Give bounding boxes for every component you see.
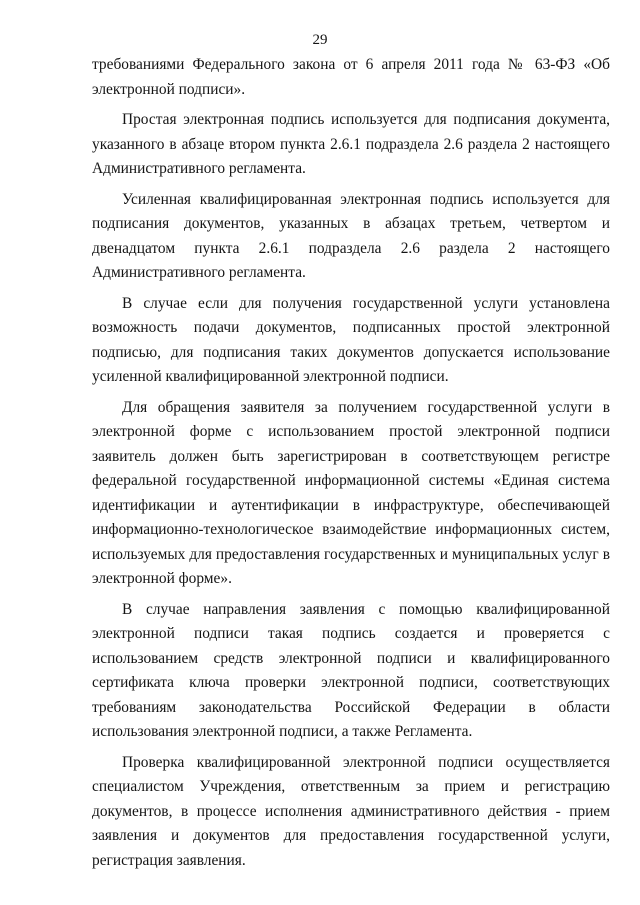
paragraph-1: требованиями Федерального закона от 6 апреля 2011 года № 63-ФЗ «Об электронной подписи». bbox=[92, 56, 610, 98]
paragraph-3: Усиленная квалифицированная электронная подпись используется для подписания документов, указанных в абзацах третьем, четвертом и двенадцатом пункта 2.6.1 подраздела 2.6 раздела 2 настоящего Административного регламента. bbox=[92, 190, 610, 281]
paragraph-7: Проверка квалифицированной электронной подписи осуществляется специалистом Учреждения, ответственным за прием и регистрацию документов, в процессе исполнения административного действия - прием заявления и документов для предоставления государственной услуги, регистрация заявления. bbox=[92, 753, 610, 869]
paragraph-2: Простая электронная подпись используется для подписания документа, указанного в абзаце втором пункта 2.6.1 подраздела 2.6 раздела 2 настоящего Административного регламента. bbox=[92, 111, 610, 177]
document-body bbox=[92, 53, 610, 879]
paragraph-4: В случае если для получения государственной услуги установлена возможность подачи документов, подписанных простой электронной подписью, для подписания таких документов допускается использование усиленной квалифицированной электронной подписи. bbox=[92, 294, 610, 385]
paragraph-6: В случае направления заявления с помощью квалифицированной электронной подписи такая подпись создается и проверяется с использованием средств электронной подписи и квалифицированного сертификата ключа проверки электронной подписи, соответствующих требованиям законодательства Российской Федерации в области использования электронной подписи, а также Регламента. bbox=[92, 600, 610, 740]
page-number: 29 bbox=[312, 32, 328, 48]
paragraph-5: Для обращения заявителя за получением государственной услуги в электронной форме с использованием простой электронной подписи заявитель должен быть зарегистрирован в соответствующем регистре федеральной государственной информационной системы «Единая система идентификации и аутентификации в инфраструктуре, обеспечивающей информационно-технологическое взаимодействие информационных систем, используемых для предоставления государственных и муниципальных услуг в электронной форме». bbox=[92, 398, 610, 587]
